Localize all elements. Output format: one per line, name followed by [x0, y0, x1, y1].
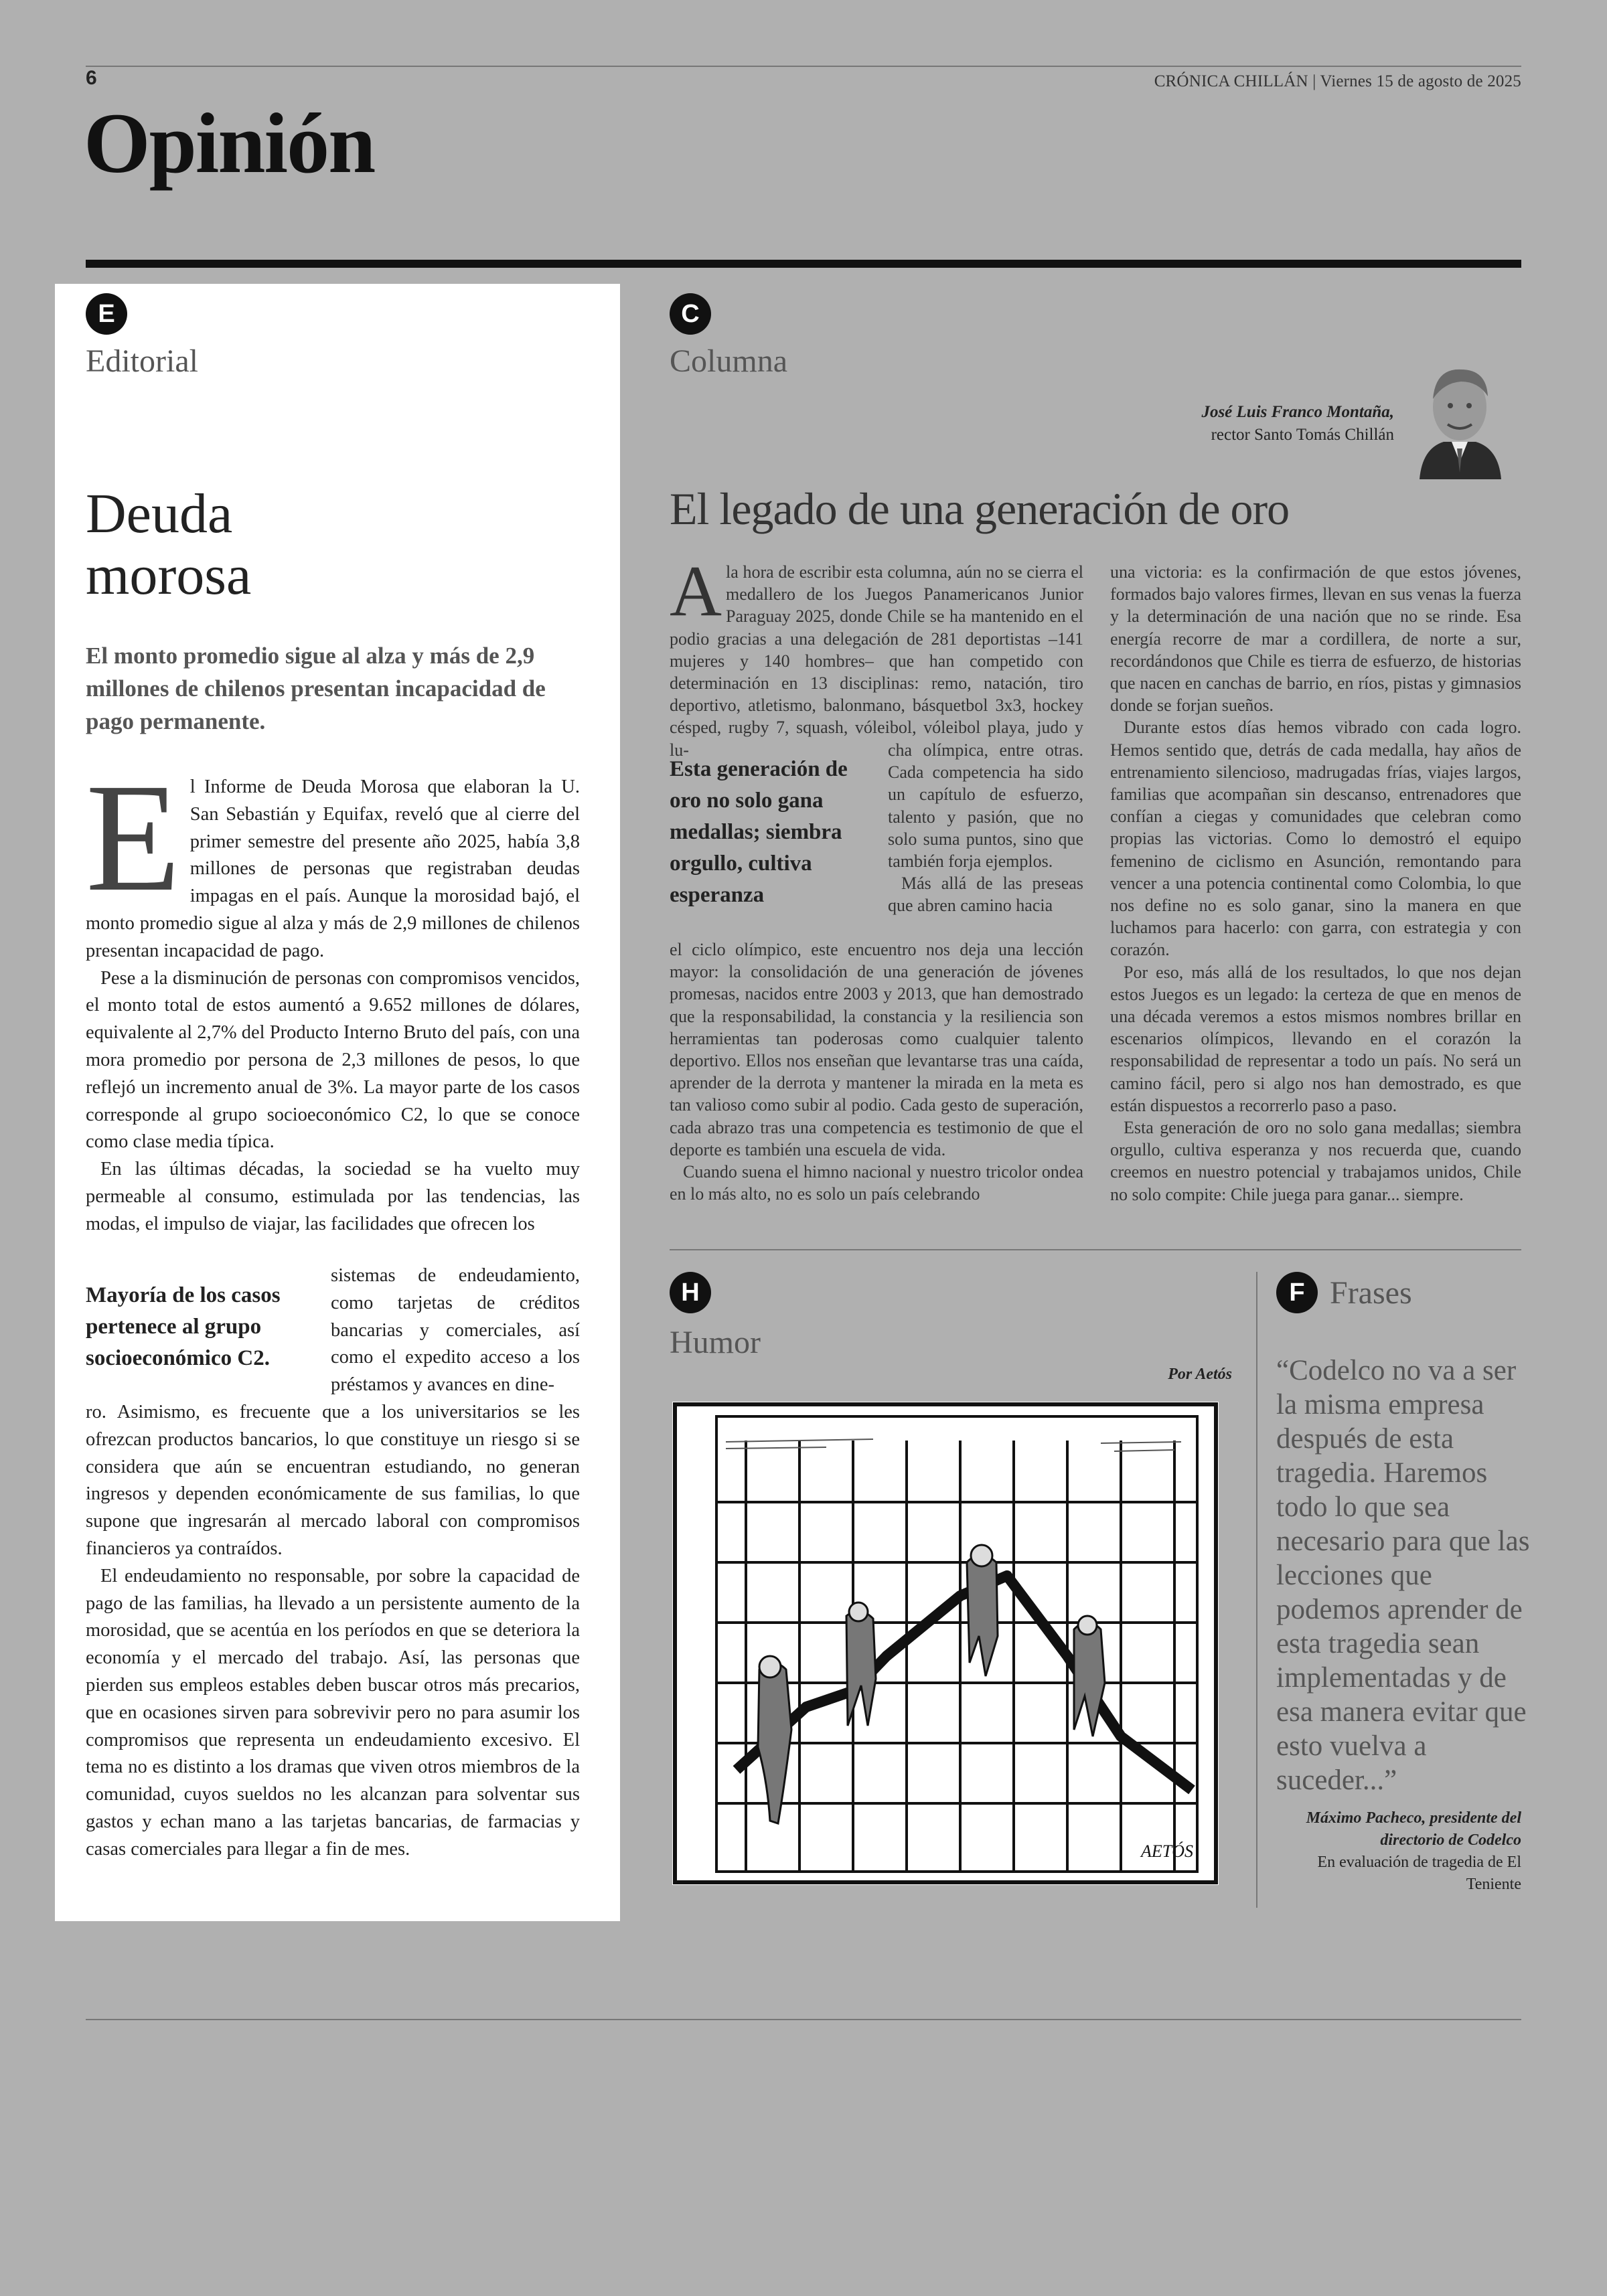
column-paragraph: Más allá de las preseas que abren camino hacia [888, 874, 1083, 916]
column-paragraph: Por eso, más allá de los resultados, lo que nos dejan estos Juegos es un legado: la certeza de que en menos de una década veremos a estos mismos nombres brillar en escenarios olímpicos, llevando en el corazón la responsabilidad de representar a todo un país. No será un camino fácil, pero si algo nos han demostrado, es que están dispuestos a recorrerlo paso a paso. [1110, 962, 1521, 1115]
issue-date: Viernes 15 de agosto de 2025 [1320, 72, 1521, 90]
editorial-title-line2: morosa [86, 544, 252, 606]
column-paragraph-cont: cha olímpica, entre otras. Cada competencia ha sido un capítulo de esfuerzo, talento y pasión, que no solo suma puntos, sino que también forja ejemplos. [888, 740, 1083, 872]
column-title: El legado de una generación de oro [670, 483, 1290, 534]
newspaper-name: CRÓNICA CHILLÁN [1154, 72, 1308, 90]
editorial-paragraph-cont: ro. Asimismo, es frecuente que a los universitarios se les ofrezcan productos bancarios, lo que constituye un riesgo si se considera que aún se encuentran estudiando, no generan ingresos y dependen económicamente de sus familias, lo que supone que ingresarán al mercado laboral con compromisos financieros ya contraídos. [86, 1402, 580, 1559]
column-body-side [888, 739, 1083, 917]
cartoon-signature: AETÓS [1141, 1841, 1193, 1861]
column-bottom-rule [670, 1249, 1521, 1250]
humor-cartoon [672, 1402, 1219, 1885]
editorial-title [86, 483, 608, 606]
author-name: José Luis Franco Montaña, [1201, 403, 1394, 421]
column-body-c [1110, 561, 1521, 1206]
column-paragraph-cont: una victoria: es la confirmación de que estos jóvenes, formados bajo valores firmes, llevan en sus venas la fuerza y la determinación de una nación que no se rinde. Esa energía recorre de mar a cordillera, de norte a sur, recordándonos que Chile es tierra de esfuerzo, de historias que nacen en canchas de barrio, en ríos, pistas y gimnasios donde se forjan sueños. [1110, 562, 1521, 716]
column-paragraph: Durante estos días hemos vibrado con cada logro. Hemos sentido que, detrás de cada medalla, hay años de entrenamiento silencioso, madrugadas frías, viajes largos, familias que acompañan sin descanso, entrenadores que confían a ciegas y comunidades que celebran como propias las victorias. Como lo demostró el equipo femenino de ciclismo en Asunción, remontando para vencer a una potencia continental como Colombia, lo que nos define no es solo ganar, sino la manera en que luchamos para hacerlo: con garra, con estrategia y con corazón. [1110, 718, 1521, 960]
column-paragraph: Ala hora de escribir esta columna, aún no se cierra el medallero de los Juegos Panamericanos Junior Paraguay 2025, donde Chile se ha mantenido en el podio gracias a una delegación de 281 deportistas –141 mujeres y 140 hombres– que han competido con determinación en 13 disciplinas: remo, natación, tiro deportivo, atletismo, balonmano, básquetbol 3x3, hockey césped, rugby 7, squash, vóleibol, vóleibol playa, judo y lu- [670, 552, 1083, 760]
frases-badge: F [1276, 1272, 1318, 1313]
author-role: rector Santo Tomás Chillán [1211, 426, 1394, 444]
frases-source [1267, 1807, 1521, 1896]
frases-divider [1256, 1272, 1257, 1908]
column-body-b [670, 938, 1083, 1205]
page-number: 6 [86, 67, 97, 89]
editorial-lede: El monto promedio sigue al alza y más de 2,9 millones de chilenos presentan incapacidad de pago permanente. [86, 643, 546, 734]
cartoon-credit: Por Aetós [1168, 1366, 1232, 1383]
frases-source-name: Máximo Pacheco, presidente del directorio de Codelco [1306, 1809, 1521, 1849]
frases-source-context: En evaluación de tragedia de El Teniente [1317, 1854, 1521, 1893]
author-photo [1414, 355, 1505, 479]
editorial-paragraph-cont: sistemas de endeudamiento, como tarjetas de créditos bancarias y comerciales, así como el expedito acceso a los préstamos y avances en dine- [331, 1265, 580, 1396]
column-dropcap: A [670, 552, 722, 631]
editorial-paragraph: Pese a la disminución de personas con compromisos vencidos, el monto total de estos aumentó a 9.652 millones de dólares, equivalente al 2,7% del Producto Interno Bruto del país, con una mora promedio por persona de 2,3 millones de pesos, lo que reflejó un incremento anual de 3%. La mayor parte de los casos corresponde al grupo socioeconómico C2, lo que se conoce como clase media típica. [86, 967, 580, 1153]
column-paragraph: Cuando suena el himno nacional y nuestro tricolor ondea en lo más alto, no es solo un país celebrando [670, 1162, 1083, 1204]
humor-kicker: Humor [670, 1325, 761, 1360]
section-rule [86, 260, 1521, 268]
editorial-pullquote: Mayoría de los casos pertenece al grupo socioeconómico C2. [86, 1283, 281, 1370]
editorial-paragraph: El Informe de Deuda Morosa que elaboran la U. San Sebastián y Equifax, reveló que al cierre del primer semestre del presente año 2025, había 3,8 millones de personas que registraban deudas impagas en el país. Aunque la morosidad bajó, el monto promedio sigue al alza y más de 2,9 millones de chilenos presentan incapacidad de pago. [86, 752, 580, 961]
column-badge: C [670, 293, 711, 335]
column-paragraph-cont: el ciclo olímpico, este encuentro nos deja una lección mayor: la consolidación de una generación de jóvenes promesas, nacidos entre 2003 y 2013, que han demostrado que la responsabilidad, la constancia y la resiliencia son herramientas tan poderosas como cualquier talento deportivo. Ellos nos enseñan que levantarse tras una caída, aprender de la derrota y mantener la mirada en la meta es tan valioso como subir al podio. Cada gesto de superación, cada abrazo tras una competencia es testimonio de que el deporte es también una escuela de vida. [670, 940, 1083, 1159]
editorial-paragraph: En las últimas décadas, la sociedad se ha vuelto muy permeable al consumo, estimulada por las tendencias, las modas, el impulso de viajar, las facilidades que ofrecen los [86, 1159, 580, 1234]
editorial-body-top [86, 752, 580, 1238]
editorial-paragraph: El endeudamiento no responsable, por sobre la capacidad de pago de las familias, ha llevado a un persistente aumento de la morosidad, que se acentúa en los períodos en que se deteriora la economía y el mercado del trabajo. Así, las personas que pierden sus empleos estables deben buscar otros más precarios, que en ocasiones sirven para sobrevivir pero no para asumir los compromisos que representa un endeudamiento excesivo. El tema no es distinto a los dramas que viven otros miembros de la comunidad, cuyos sueldos no les alcanzan para solventar sus gastos y echan mano a las tarjetas bancarias, de farmacias y casas comerciales para llegar a fin de mes. [86, 1565, 580, 1860]
column-body-a [670, 552, 1083, 761]
column-kicker: Columna [670, 343, 787, 379]
top-rule [86, 66, 1521, 67]
editorial-badge: E [86, 293, 127, 335]
editorial-title-line1: Deuda [86, 483, 233, 545]
frases-kicker: Frases [1330, 1275, 1412, 1311]
section-title: Opinión [84, 96, 375, 191]
column-pullquote: Esta generación de oro no solo gana medallas; siembra orgullo, cultiva esperanza [670, 757, 848, 907]
frases-quote: “Codelco no va a ser la misma empresa después de esta tragedia. Haremos todo lo que sea necesario para que las lecciones que podemos aprender de esta tragedia sean implementadas y de esa manera evitar que esto vuelva a suceder...” [1276, 1355, 1530, 1796]
editorial-kicker: Editorial [86, 343, 198, 379]
bottom-rule [86, 2019, 1521, 2020]
editorial-dropcap: E [86, 752, 181, 924]
masthead: CRÓNICA CHILLÁN | Viernes 15 de agosto de 2025 [1154, 72, 1521, 90]
editorial-body-bottom [86, 1399, 580, 1864]
column-paragraph: Esta generación de oro no solo gana medallas; siembra orgullo, cultiva esperanza y nos recuerda que, cuando creemos en nuestro potencial y trabajamos unidos, Chile no solo compite: Chile juega para ganar... siempre. [1110, 1118, 1521, 1204]
editorial-body-side [331, 1262, 580, 1399]
humor-badge: H [670, 1272, 711, 1313]
